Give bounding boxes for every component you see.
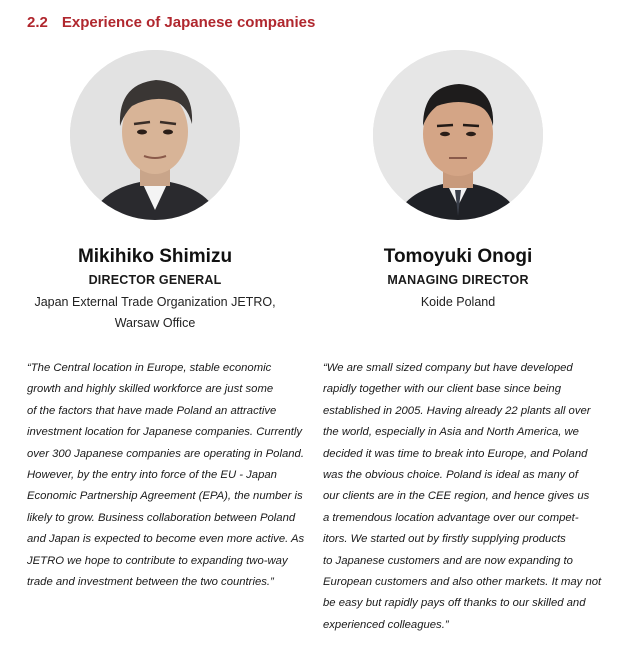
section-number: 2.2 (27, 14, 48, 31)
quote-line: established in 2005. Having already 22 plants all over (323, 404, 591, 417)
quote-line: and Japan is expected to become even more active. As (27, 533, 305, 546)
org-line: Koide Poland (420, 295, 496, 309)
quote-line: European customers and also other markets. It may not (323, 576, 602, 589)
person-name: Tomoyuki Onogi (383, 246, 533, 267)
quote-line: was the obvious choice. Poland is ideal as many of (323, 469, 578, 482)
person-role: MANAGING DIRECTOR (387, 273, 529, 287)
person-role: DIRECTOR GENERAL (88, 273, 222, 287)
quote-line: a tremendous location advantage over our compet- (323, 511, 579, 524)
quote-line: over 300 Japanese companies are operating in Poland. (27, 447, 304, 460)
person-name: Mikihiko Shimizu (77, 246, 233, 267)
quote-line: trade and investment between the two countries.” (27, 576, 274, 589)
portrait-photo (70, 50, 240, 220)
quote-line: our clients are in the CEE region, and hence gives us (323, 490, 590, 503)
person-organization (5, 292, 305, 334)
quote-line: investment location for Japanese companies. Currently (27, 426, 303, 439)
quote-line: However, by the entry into force of the EU - Japan (27, 469, 277, 482)
quote-line: experienced colleagues.” (323, 618, 449, 631)
quote-line: be easy but rapidly pays off thanks to our skilled and (323, 597, 586, 610)
portrait-photo (373, 50, 543, 220)
portrait-image (70, 50, 240, 220)
quote-line: decided it was time to break into Europe, and Poland (323, 447, 588, 460)
person-card-shimizu (5, 50, 305, 334)
quote-onogi (323, 358, 613, 636)
portrait-image (373, 50, 543, 220)
person-card-onogi (308, 50, 608, 313)
quote-line: likely to grow. Business collaboration between Poland (27, 511, 296, 524)
person-organization (308, 292, 608, 313)
quote-line: to Japanese customers and are now expanding to (323, 554, 573, 567)
quote-line: the world, especially in Asia and North America, we (323, 426, 579, 439)
quote-line: “The Central location in Europe, stable economic (27, 362, 272, 374)
quote-line: Economic Partnership Agreement (EPA), the number is (27, 490, 303, 503)
quote-line: rapidly together with our client base since being (323, 383, 562, 396)
quote-line: growth and highly skilled workforce are just some (27, 383, 274, 396)
org-line: Warsaw Office (114, 316, 196, 330)
quote-line: itors. We started out by firstly supplying products (323, 533, 566, 546)
org-line: Japan External Trade Organization JETRO, (34, 295, 276, 309)
quote-line: JETRO we hope to contribute to expanding two-way (27, 554, 288, 567)
quote-shimizu (27, 358, 307, 593)
section-heading (27, 14, 315, 31)
quote-line: of the factors that have made Poland an attractive (27, 404, 277, 417)
section-title: Experience of Japanese companies (61, 14, 316, 31)
quote-line: “We are small sized company but have developed (323, 362, 573, 374)
